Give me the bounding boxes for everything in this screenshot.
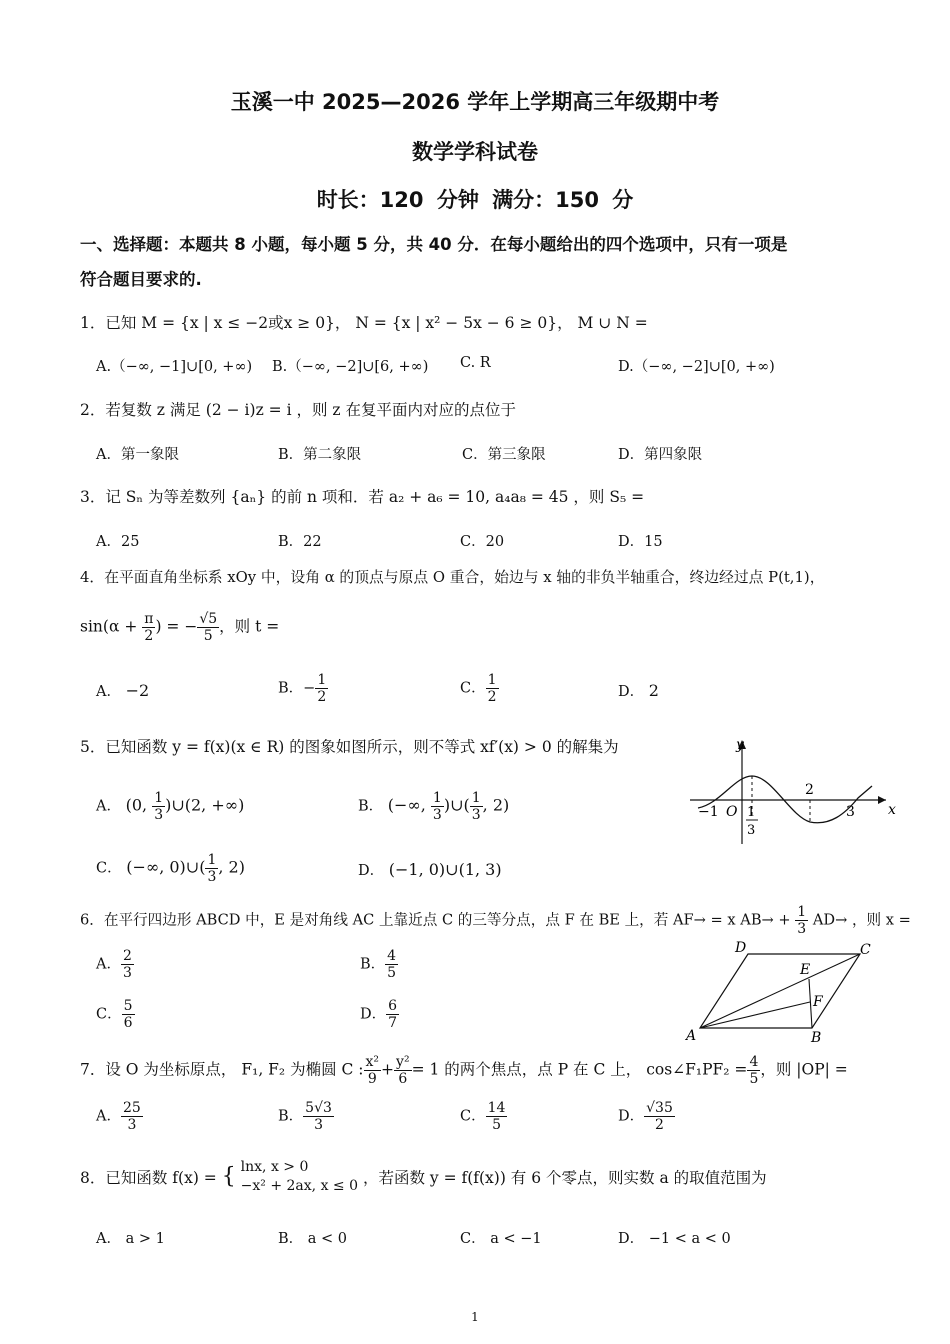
- vertex-b: B: [811, 1030, 822, 1046]
- question-6-option-c: C． $\frac{5}{6}$: [96, 998, 133, 1032]
- question-2-stem: 2．若复数 z 满足 (2 − i)z = i ，则 z 在复平面内对应的点位于: [80, 401, 516, 419]
- tick-two: 2: [805, 782, 814, 798]
- question-5-option-c: C． (−∞, 0)∪( $\frac{1}{3}$ , 2): [96, 852, 245, 886]
- question-2-option-a: A．第一象限: [96, 447, 179, 463]
- question-2-option-c: C．第三象限: [462, 447, 546, 463]
- question-5-function-graph: [680, 736, 900, 848]
- question-4-stem-line1: 4．在平面直角坐标系 xOy 中，设角 α 的顶点与原点 O 重合，始边与 x 轴的非负半轴重合，终边经过点 P(t,1)，: [80, 569, 825, 586]
- question-8-option-b: B． a < 0: [278, 1231, 348, 1247]
- origin-label: O: [726, 804, 738, 820]
- question-1-option-a: A.（−∞, −1]∪[0, +∞): [96, 359, 253, 375]
- question-5-option-d: D． (−1, 0)∪(1, 3): [358, 860, 502, 879]
- question-4-tail: ，则 t =: [219, 617, 280, 636]
- exam-meta: 时长：120 分钟 满分：150 分: [316, 188, 634, 212]
- tick-neg-one: −1: [698, 804, 719, 820]
- question-7-stem: 7．设 O 为坐标原点， F₁, F₂ 为椭圆 C : $\frac{\text{x²}}{9}$ + $\frac{\text{y²}}{6}$ = 1 的两个焦点，点 P 在 C 上， cos∠F₁PF₂ = $\frac{4}{5}$ ，则 |OP| =: [80, 1054, 848, 1088]
- question-4-frac-root5-5: $\frac{√5}{5}$: [199, 611, 218, 645]
- x-label: x: [888, 802, 896, 818]
- tick-one-third-num: 1: [747, 805, 756, 820]
- question-5-stem: 5．已知函数 y = f(x)(x ∈ R) 的图象如图所示，则不等式 xf′(x) > 0 的解集为: [80, 738, 619, 756]
- section-heading-line1: 一、选择题：本题共 8 小题，每小题 5 分，共 40 分．在每小题给出的四个选项中，只有一项是: [80, 235, 788, 254]
- segment-af: [700, 1002, 810, 1028]
- question-2-option-d: D．第四象限: [618, 447, 703, 463]
- question-1-option-c: C. R: [460, 355, 491, 371]
- question-8-piecewise-cases: lnx, x > 0 −x² + 2ax, x ≤ 0: [240, 1159, 359, 1194]
- point-f: F: [813, 994, 823, 1010]
- tick-three: 3: [846, 804, 855, 820]
- question-8-option-a: A． a > 1: [96, 1231, 165, 1247]
- question-6-stem: 6．在平行四边形 ABCD 中，E 是对角线 AC 上靠近点 C 的三等分点，点 F 在 BE 上，若 AF→ = x AB→ + $\frac{1}{3}$ AD→ ，则 x =: [80, 904, 911, 938]
- question-4-option-c: C． $\frac{1}{2}$: [460, 672, 497, 706]
- exam-title: 玉溪一中 2025—2026 学年上学期高三年级期中考: [230, 90, 720, 114]
- question-8-stem: 8．已知函数 f(x) = { lnx, x > 0 −x² + 2ax, x ≤ 0 ，若函数 y = f(f(x)) 有 6 个零点，则实数 a 的取值范围为: [80, 1159, 767, 1194]
- question-3-option-b: B．22: [278, 534, 322, 550]
- question-8-option-c: C． a < −1: [460, 1231, 542, 1247]
- page-number: 1: [471, 1310, 479, 1324]
- question-6-option-b: B． $\frac{4}{5}$: [360, 948, 397, 982]
- question-1-option-b: B.（−∞, −2]∪[6, +∞): [272, 359, 429, 375]
- question-6-parallelogram-figure: [680, 936, 880, 1046]
- question-4-option-b: B．− $\frac{1}{2}$: [278, 672, 327, 706]
- x-axis-arrow: [878, 796, 886, 804]
- segment-be: [809, 979, 812, 1028]
- vertex-d: D: [735, 940, 747, 956]
- question-4-equals: ) = −: [155, 617, 198, 636]
- question-3-option-c: C．20: [460, 534, 505, 550]
- question-4-option-a: A． −2: [96, 681, 150, 700]
- question-7-option-a: A． $\frac{25}{3}$: [96, 1100, 141, 1134]
- question-7-option-b: B． $\frac{5√3}{3}$: [278, 1100, 332, 1134]
- question-8-option-d: D． −1 < a < 0: [618, 1231, 731, 1247]
- vertex-c: C: [860, 942, 871, 958]
- vertex-a: A: [686, 1028, 697, 1044]
- question-6-option-d: D． $\frac{6}{7}$: [360, 998, 398, 1032]
- y-label: y: [736, 737, 744, 753]
- point-e: E: [800, 962, 811, 978]
- question-7-option-c: C． $\frac{14}{5}$: [460, 1100, 506, 1134]
- question-4-sin-prefix: sin(α +: [80, 617, 143, 636]
- question-4-option-d: D． 2: [618, 681, 659, 700]
- question-3-option-a: A．25: [96, 534, 140, 550]
- question-1-stem: 1．已知 M = {x | x ≤ −2或x ≥ 0}， N = {x | x² − 5x − 6 ≥ 0}， M ∪ N =: [80, 314, 648, 332]
- question-2-option-b: B．第二象限: [278, 447, 362, 463]
- question-1-option-d: D.（−∞, −2]∪[0, +∞): [618, 359, 775, 375]
- question-6-option-a: A． $\frac{2}{3}$: [96, 948, 132, 982]
- tick-one-third-den: 3: [747, 823, 756, 838]
- exam-subtitle: 数学学科试卷: [412, 140, 538, 164]
- question-4-frac-pi-2: $\frac{\pi}{2}$: [144, 611, 154, 645]
- question-3-option-d: D．15: [618, 534, 663, 550]
- question-5-option-a: A． (0, $\frac{1}{3}$ )∪(2, +∞): [96, 790, 245, 824]
- question-3-stem: 3．记 Sₙ 为等差数列 {aₙ} 的前 n 项和．若 a₂ + a₆ = 10, a₄a₈ = 45 ，则 S₅ =: [80, 488, 645, 506]
- section-heading-line2: 符合题目要求的.: [80, 270, 202, 289]
- question-4-stem-line2: [80, 611, 279, 644]
- question-7-option-d: D． $\frac{√35}{2}$: [618, 1100, 673, 1134]
- question-5-option-b: B． (−∞, $\frac{1}{3}$ )∪( $\frac{1}{3}$ , 2): [358, 790, 510, 824]
